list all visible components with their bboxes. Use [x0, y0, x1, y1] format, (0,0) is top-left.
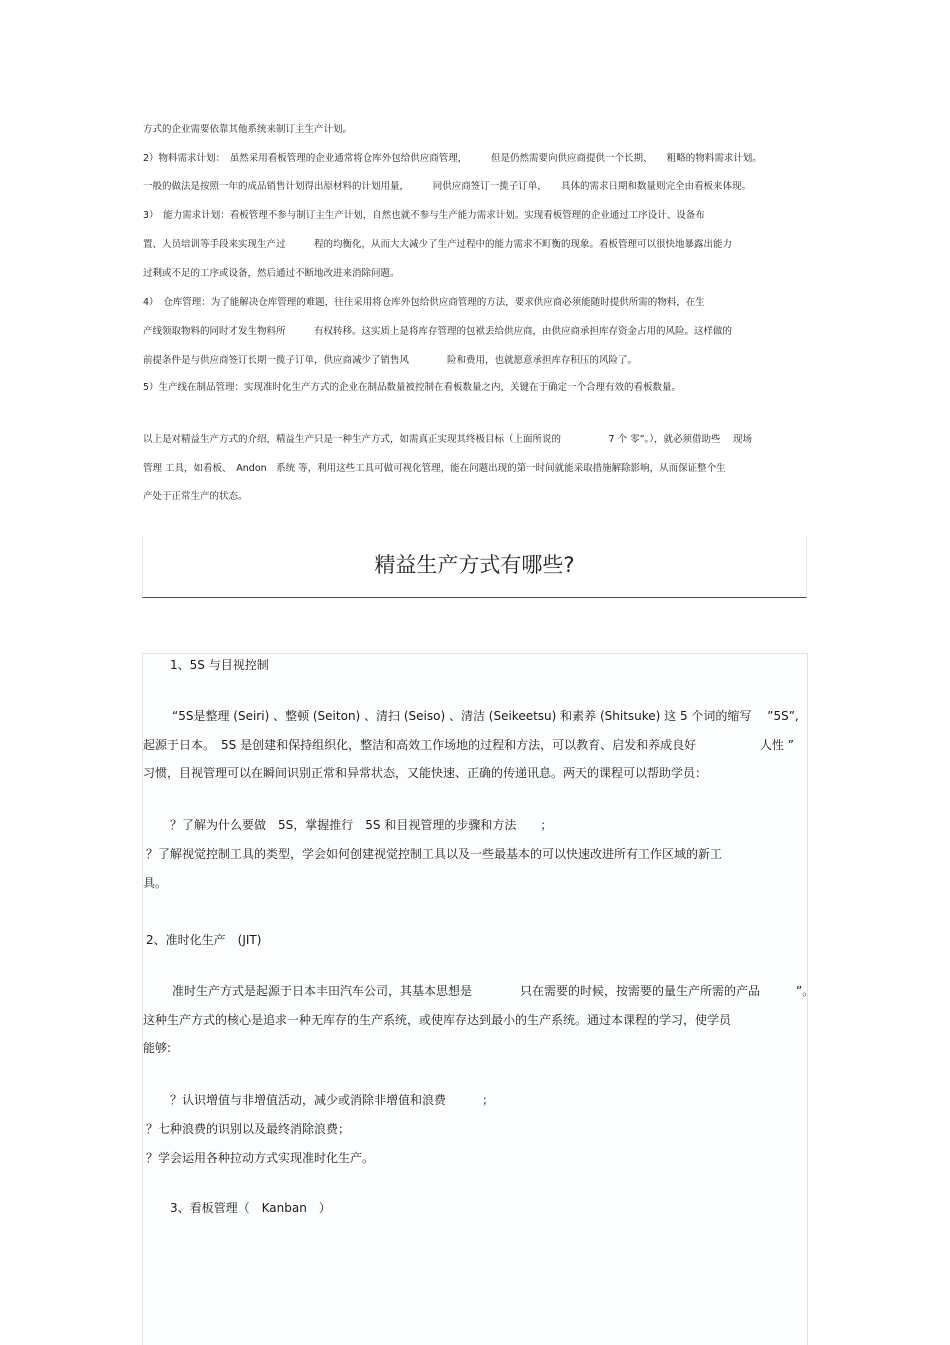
paragraph-jit-line: 这种生产方式的核心是追求一种无库存的生产系统，或使库存达到最小的生产系统。通过本课程的学习，使学员 [143, 1013, 732, 1027]
intro-line: 置、人员培训等手段来实现生产过 程的均衡化，从而大大减少了生产过程中的能力需求不町衡的现象。看板管理可以很快地暴露出能力 [143, 239, 733, 250]
paragraph-jit-line: 准时生产方式是起源于日本丰田汽车公司，其基本思想是 只在需要的时候，按需要的量生产所需的产品 ”。 [172, 984, 815, 998]
intro-line: 一般的做法是按照一年的成品销售计划得出原材料的计划用量， 同供应商签订一揽子订单， 具体的需求日期和数量则完全由看板来体现。 [143, 181, 752, 192]
heading-kanban: 3、看板管理（ Kanban ） [170, 1201, 331, 1215]
bullet-5s: ？了解为什么要做 5S，掌握推行 5S 和目视管理的步骤和方法 ； [170, 818, 553, 832]
paragraph-5s-line: 起源于日本。 5S 是创建和保持组织化，整洁和高效工作场地的过程和方法，可以教育、启发和养成良好 人性 ” [143, 738, 794, 752]
summary-line: 产处于正常生产的状态。 [143, 491, 248, 502]
intro-line: 2）物料需求计划： 虽然采用看板管理的企业通常将仓库外包给供应商管理， 但是仍然需要向供应商提供一个长期、 粗略的物料需求计划。 [143, 153, 762, 164]
bullet-jit: ？认识增值与非增值活动，减少或消除非增值和浪费 ； [170, 1093, 495, 1107]
intro-line: 产线领取物料的同时才发生物料所 有权转移。这实质上是将库存管理的包袱丢给供应商，由供应商承担库存资金占用的风险。这样做的 [143, 326, 733, 337]
paragraph-jit-line: 能够: [143, 1041, 172, 1055]
intro-line: 前提条件是与供应商签订长期一揽子订单，供应商减少了销售风 险和费用，也就愿意承担库存积压的风险了。 [143, 355, 638, 366]
intro-line: 4） 仓库管理：为了能解决仓库管理的难题，往往采用将仓库外包给供应商管理的方法，要求供应商必须能随时提供所需的物料，在生 [143, 297, 705, 308]
intro-line: 方式的企业需要依靠其他系统来制订主生产计划。 [143, 124, 353, 135]
paragraph-5s-line: 习惯，目视管理可以在瞬间识别正常和异常状态，又能快速、正确的传递讯息。两天的课程可以帮助学员： [143, 766, 708, 780]
section-title: 精益生产方式有哪些? [374, 553, 575, 577]
intro-line: 5）生产线在制品管理：实现准时化生产方式的企业在制品数量被控制在看板数量之内，关键在于确定一个合理有效的看板数量。 [143, 382, 682, 393]
heading-jit: 2、准时化生产 (JIT) [146, 933, 262, 947]
bullet-jit: ？七种浪费的识别以及最终消除浪费； [146, 1122, 351, 1136]
bullet-jit: ？学会运用各种拉动方式实现准时化生产。 [146, 1151, 375, 1165]
paragraph-5s-line: “5S是整理 (Seiri) 、整顿 (Seiton) 、清扫 (Seiso) 、清洁 (Seikeetsu) 和素养 (Shitsuke) 这 5 个词的缩写 ”5S”, [172, 709, 799, 723]
intro-line: 3） 能力需求计划：看板管理不参与制订主生产计划，自然也就不参与生产能力需求计划。实现看板管理的企业通过工序设计、设备布 [143, 210, 705, 221]
summary-line: 管理 工具，如看板、 Andon 系统 等，利用这些工具可做可视化管理，能在问题出现的第一时间就能采取措施解除影响，从而保证整个生 [143, 463, 726, 474]
content-box [142, 653, 808, 1345]
heading-5s: 1、5S 与目视控制 [170, 658, 269, 672]
bullet-5s: 具。 [143, 876, 168, 890]
intro-line: 过剩或不足的工序或设备，然后通过不断地改进来消除问题。 [143, 268, 400, 279]
summary-line: 以上是对精益生产方式的介绍，精益生产只是一种生产方式，如需真正实现其终极目标（上面所说的 7 个 零”。），就必须借助些 现场 [143, 434, 753, 445]
section-title-box [142, 535, 807, 598]
bullet-5s: ？了解视觉控制工具的类型，学会如何创建视觉控制工具以及一些最基本的可以快速改进所有工作区域的新工 [146, 847, 723, 861]
